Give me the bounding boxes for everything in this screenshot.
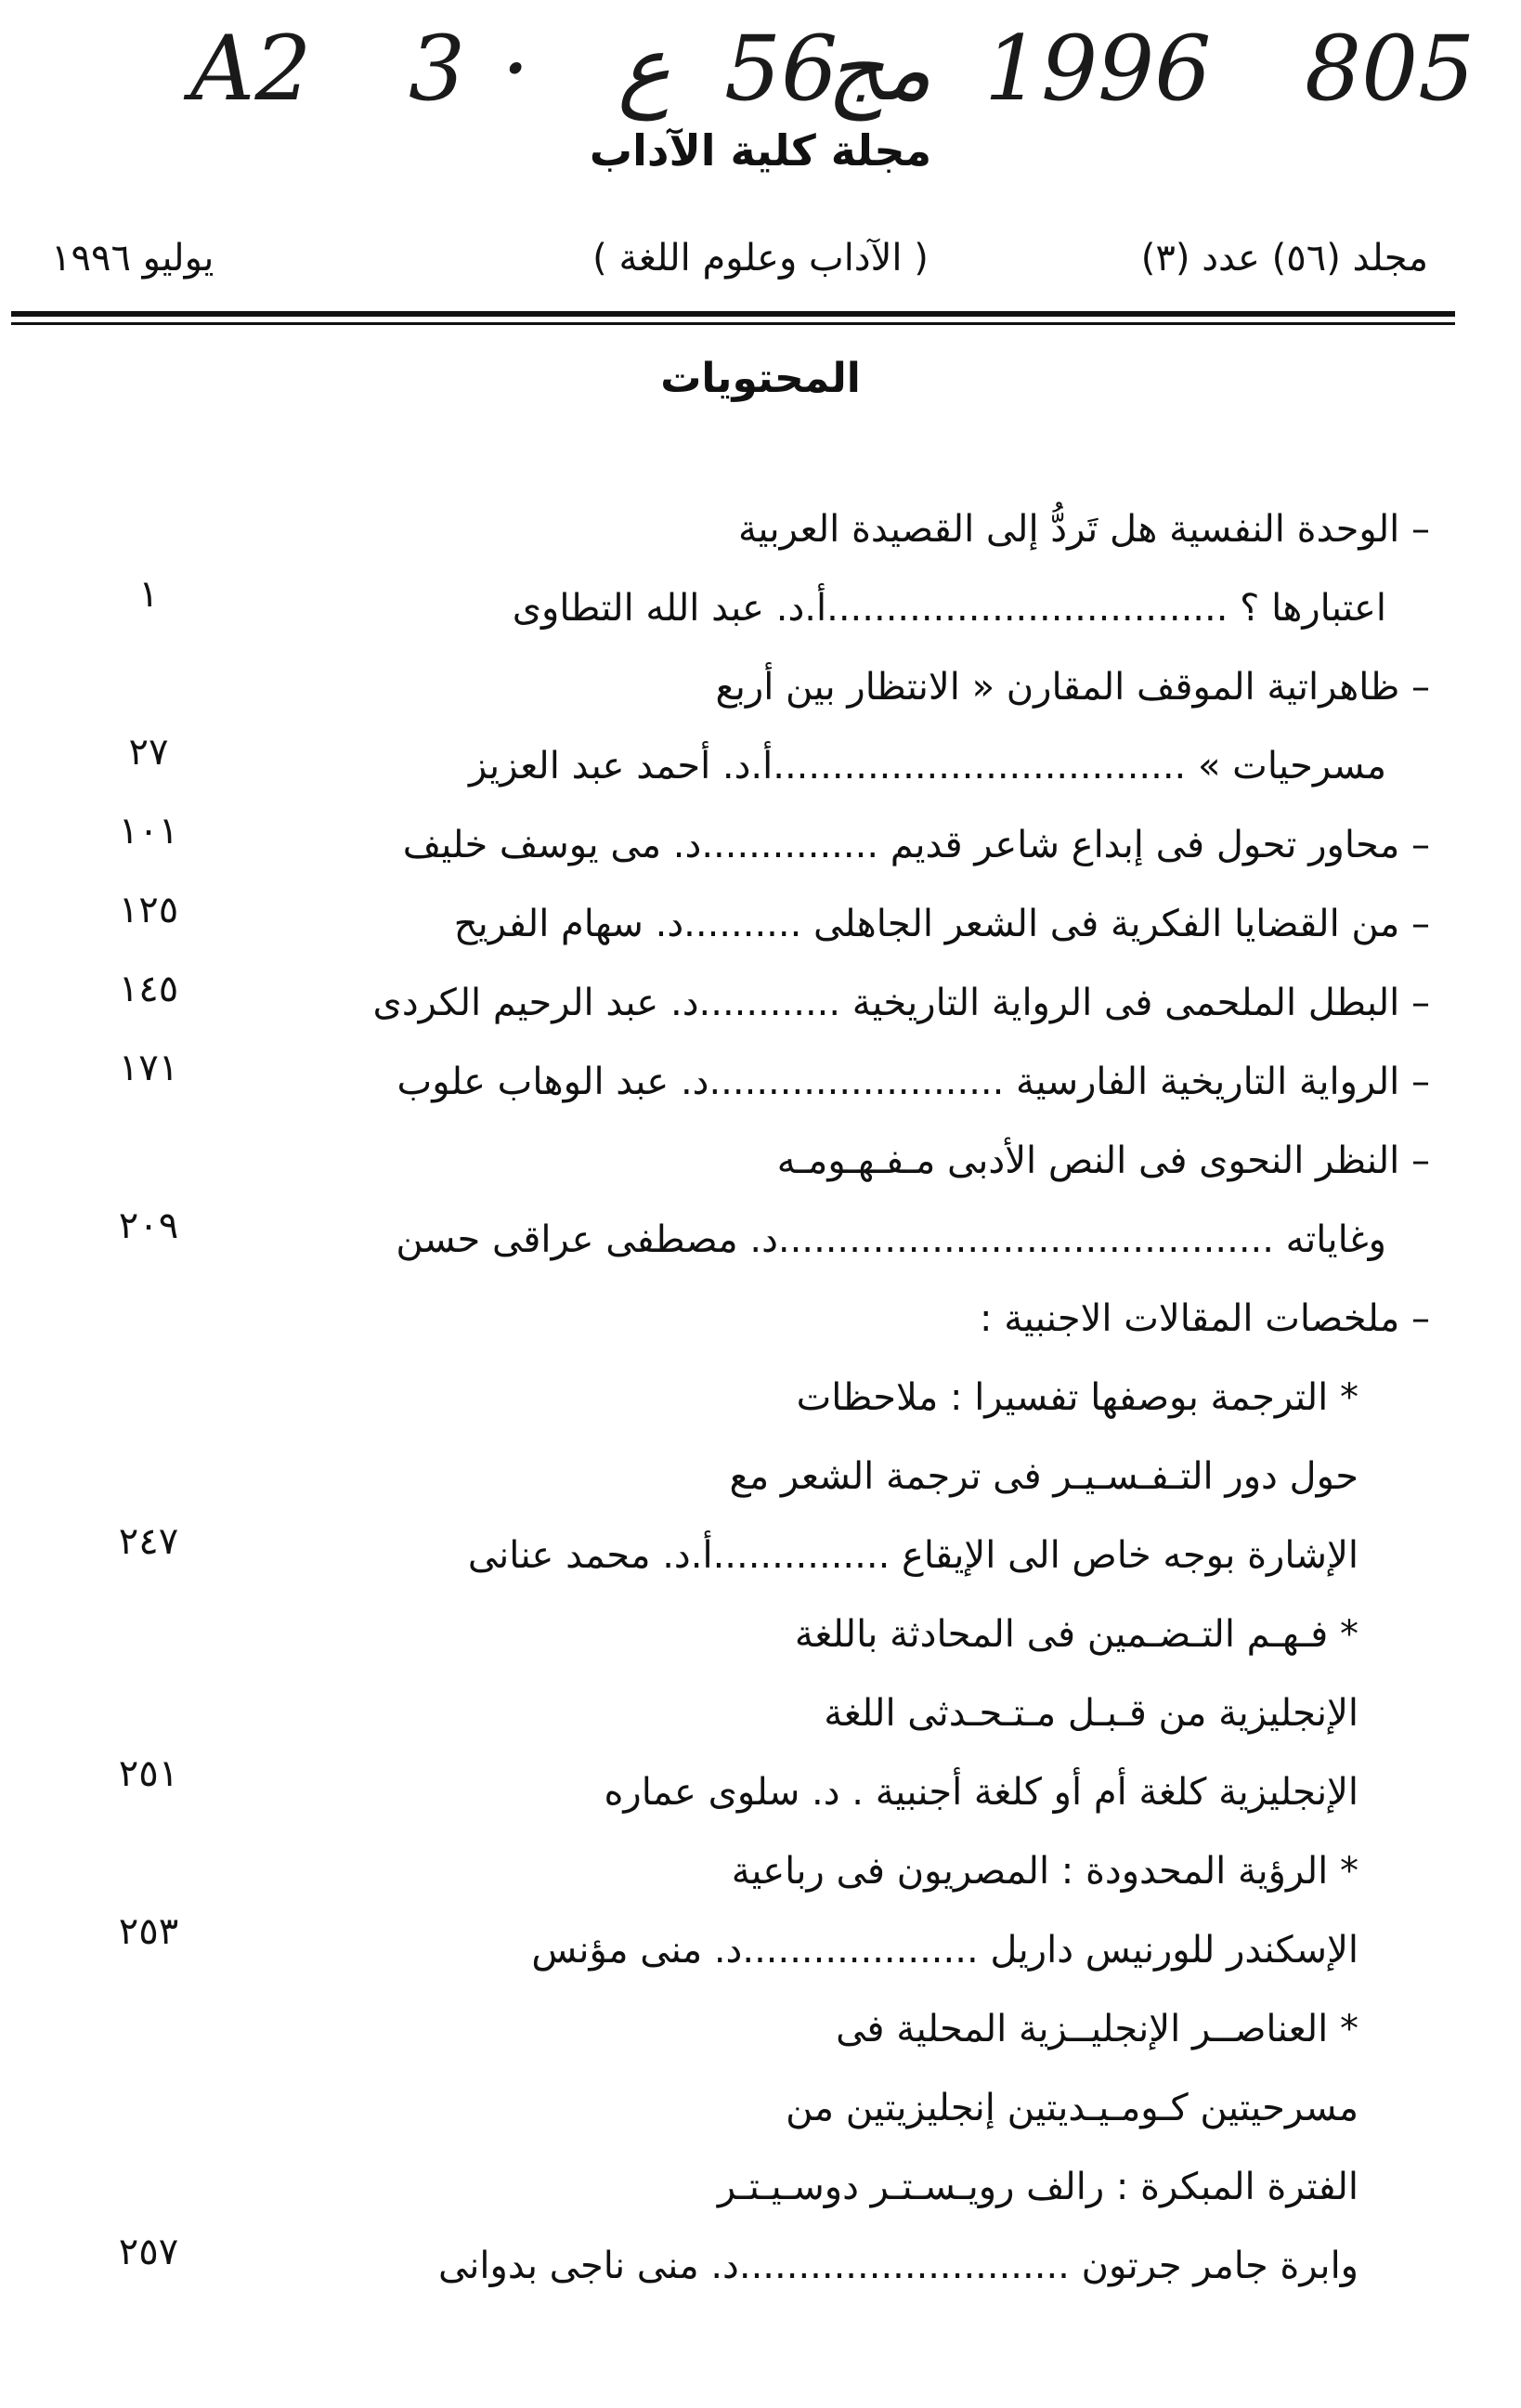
page-number: ٢٥٣ xyxy=(118,1910,179,1953)
handwritten-part-b: ع xyxy=(618,17,671,121)
toc-line: مسرحيتين كـومـيـديتين إنجليزيتين من xyxy=(786,2087,1358,2129)
contents-title: المحتويات xyxy=(660,355,861,402)
handwritten-part-a: 3 xyxy=(409,17,466,121)
toc-line: الإنجليزية كلغة أم أو كلغة أجنبية . د. سلوى عماره xyxy=(604,1771,1358,1814)
toc-line: * العناصــر الإنجليــزية المحلية فى xyxy=(836,2008,1358,2050)
toc-line: الإشارة بوجه خاص الى الإيقاع ...............أ.د. محمد عنانى xyxy=(467,1534,1358,1577)
journal-title: مجلة كلية الآداب xyxy=(589,125,932,176)
toc-line: * الرؤية المحدودة : المصريون فى رباعية xyxy=(731,1850,1358,1893)
page-number: ١٢٥ xyxy=(118,889,179,931)
issue-date: يوليو ١٩٩٦ xyxy=(51,237,214,280)
handwritten-catalog-note xyxy=(0,0,1521,130)
header-rule-thick xyxy=(11,311,1455,317)
toc-line: – الرواية التاريخية الفارسية .........................د. عبد الوهاب علوب xyxy=(396,1061,1430,1103)
page-number: ١٧١ xyxy=(118,1047,179,1089)
toc-line: – من القضايا الفكرية فى الشعر الجاهلى ..........د. سهام الفريح xyxy=(453,903,1430,945)
volume-issue: مجلد (٥٦) عدد (٣) xyxy=(1140,237,1428,280)
handwritten-abbr: مج xyxy=(826,17,932,121)
toc-line: وغاياته ..........................................د. مصطفى عراقى حسن xyxy=(396,1218,1386,1261)
toc-line: – البطل الملحمى فى الرواية التاريخية ............د. عبد الرحيم الكردى xyxy=(372,982,1430,1024)
toc-line: – الوحدة النفسية هل تَردُّ إلى القصيدة العربية xyxy=(737,508,1430,551)
page-number: ١٠١ xyxy=(118,810,179,853)
page-number: ٢٠٩ xyxy=(118,1204,179,1247)
page-number: ٢٤٧ xyxy=(118,1520,179,1563)
toc-line: مسرحيات » ...................................أ.د. أحمد عبد العزيز xyxy=(468,745,1386,787)
page-number: ١ xyxy=(138,573,159,616)
toc-line: اعتبارها ؟ ..................................أ.د. عبد الله التطاوى xyxy=(512,587,1386,630)
toc-line: الإسكندر للورنيس داريل ....................د. منى مؤنس xyxy=(531,1929,1358,1972)
handwritten-volume: 56 xyxy=(724,17,838,121)
page-number: ١٤٥ xyxy=(118,968,179,1010)
toc-line: الإنجليزية من قـبـل مـتـحـدثى اللغة xyxy=(824,1692,1358,1735)
handwritten-dot: · xyxy=(501,17,530,121)
toc-line: حول دور التـفـسـيـر فى ترجمة الشعر مع xyxy=(729,1455,1358,1498)
page-number: ٢٥١ xyxy=(118,1752,179,1795)
toc-line: – ظاهراتية الموقف المقارن « الانتظار بين أربع xyxy=(715,666,1430,709)
handwritten-code: A2 xyxy=(190,17,312,121)
toc-line: * الترجمة بوصفها تفسيرا : ملاحظات xyxy=(796,1376,1358,1419)
subject-heading: ( الآداب وعلوم اللغة ) xyxy=(592,237,929,280)
toc-line: * فـهـم التـضـمين فى المحادثة باللغة xyxy=(794,1613,1358,1656)
toc-line: الفترة المبكرة : رالف رويـسـتـر دوسـيـتـر xyxy=(717,2166,1358,2208)
header-rule-thin xyxy=(11,322,1455,325)
toc-line: وابرة جامر جرتون ............................د. منى ناجى بدوانى xyxy=(437,2245,1358,2287)
toc-line: – محاور تحول فى إبداع شاعر قديم ...............د. مى يوسف خليف xyxy=(402,824,1430,866)
page-number: ٢٥٧ xyxy=(118,2231,179,2273)
page-number: ٢٧ xyxy=(128,731,169,774)
toc-line: – النظر النحوى فى النص الأدبى مـفـهـومـه xyxy=(776,1139,1430,1182)
toc-line: – ملخصات المقالات الاجنبية : xyxy=(980,1297,1430,1340)
handwritten-year: 1996 xyxy=(984,17,1212,121)
handwritten-ref: 805 xyxy=(1305,17,1476,121)
